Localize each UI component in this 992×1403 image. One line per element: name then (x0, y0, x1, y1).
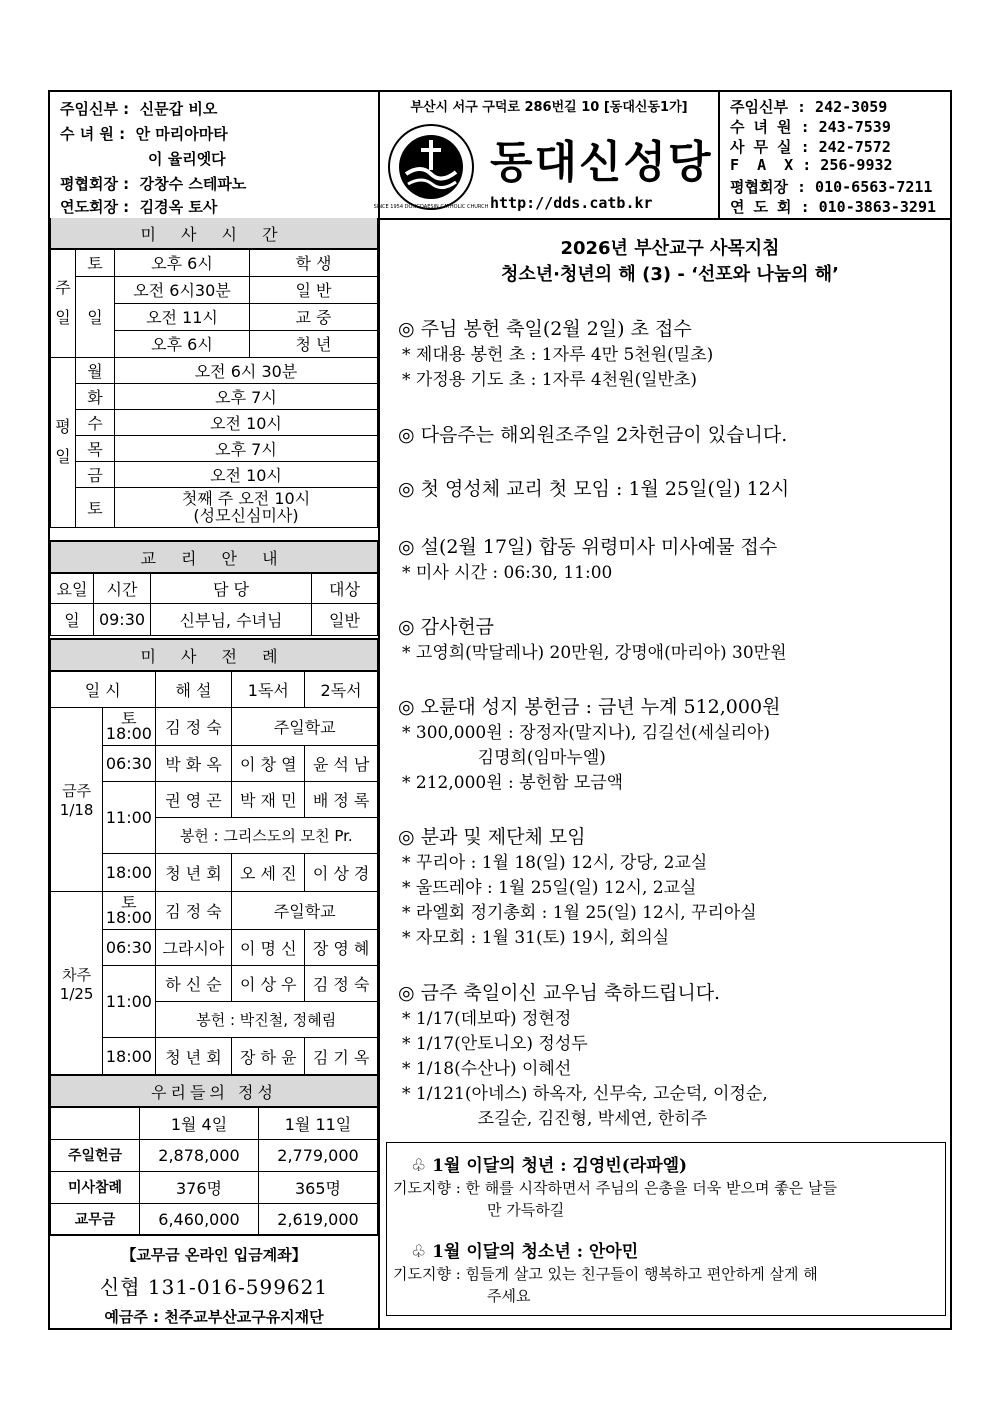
offering-date: 1월 4일 (140, 1107, 259, 1139)
parish-address: 부산시 서구 구덕로 286번길 10 [동대신동1가] (410, 100, 688, 115)
staff-list (50, 92, 380, 218)
staff-name: 이 율리엣다 (148, 150, 226, 168)
notice-sub-item: * 제대용 봉헌 초 : 1자루 4만 5천원(밀초) (402, 345, 714, 365)
account-box (50, 1234, 378, 1330)
mass-time: 오후 6시 (115, 249, 250, 276)
teen-title: ♧ 1월 이달의 청소년 : 안아민 (411, 1242, 639, 1262)
account-title: 【교무금 온라인 입금계좌】 (121, 1246, 307, 1264)
mass-time: 오후 7시 (115, 383, 378, 409)
mass-target: 교 중 (250, 303, 378, 330)
contact-list (720, 92, 950, 218)
liturgy-cell: 윤 석 남 (305, 745, 378, 781)
liturgy-table (50, 638, 378, 1076)
mass-time: 오전 11시 (115, 303, 250, 330)
contact-item: 사 무 실 : 242-7572 (730, 138, 891, 156)
account-holder: 예금주 : 천주교부산교구유지재단 (104, 1308, 324, 1326)
staff-role: 주임신부 : (60, 100, 130, 118)
notice-item: ◎ 분과 및 제단체 모임 (398, 826, 586, 848)
staff-name: 김경옥 토사 (139, 198, 218, 216)
mass-target: 일 반 (250, 276, 378, 303)
notice-sub-item: * 300,000원 : 장정자(말지나), 김길선(세실리아) (402, 723, 770, 743)
liturgy-time: 06:30 (103, 929, 155, 965)
mass-time: 오전 6시 30분 (115, 357, 378, 383)
notice-item: ◎ 감사헌금 (398, 616, 495, 638)
col-header: 2독서 (305, 671, 378, 707)
header (50, 92, 950, 220)
parish-title-block (373, 92, 720, 218)
notice-item: ◎ 다음주는 해외원조주일 2차헌금이 있습니다. (398, 424, 788, 446)
teen-text-2: 주세요 (487, 1287, 531, 1305)
youth-title: ♧ 1월 이달의 청년 : 김영빈(라파엘) (411, 1156, 688, 1176)
liturgy-cell: 김 정 숙 (155, 891, 232, 929)
staff-role: 평협회장 : (60, 175, 130, 193)
right-column (380, 218, 950, 1328)
notice-sub-item: * 울뜨레야 : 1월 25일(일) 12시, 2교실 (402, 878, 697, 898)
mass-time: 오후 6시 (115, 330, 250, 357)
mass-day: 금 (76, 461, 115, 487)
liturgy-cell: 하 신 순 (155, 965, 232, 1001)
notice-sub-item: * 1/121(아네스) 하옥자, 신무숙, 고순덕, 이정순, (402, 1084, 768, 1104)
liturgy-cell: 청 년 회 (155, 853, 232, 891)
contact-item: 연 도 회 : 010-3863-3291 (730, 198, 937, 216)
liturgy-cell: 그라시아 (155, 929, 232, 965)
catechism-title: 교 리 안 내 (51, 541, 378, 573)
notice-title-1: 2026년 부산교구 사목지침 (560, 238, 780, 259)
notice-sub-item: * 꾸리아 : 1월 18(일) 12시, 강당, 2교실 (402, 853, 708, 873)
liturgy-cell: 권 영 곤 (155, 781, 232, 817)
notice-item: ◎ 금주 축일이신 교우님 축하드립니다. (398, 982, 721, 1004)
mass-day: 목 (76, 435, 115, 461)
liturgy-cell: 박 화 옥 (155, 745, 232, 781)
catechism-cell: 09:30 (94, 603, 151, 635)
catechism-cell: 신부님, 수녀님 (151, 603, 312, 635)
mass-target: 청 년 (250, 330, 378, 357)
notice-title-2: 청소년·청년의 해 (3) - ‘선포와 나눔의 해’ (501, 264, 839, 285)
weekday-label: 평 일 (51, 357, 76, 527)
account-number: 신협 131-016-599621 (99, 1275, 329, 1299)
mass-times-title: 미 사 시 간 (51, 218, 378, 249)
sunday-label: 주 일 (51, 249, 76, 357)
offertory-cell: 봉헌 : 박진철, 정혜림 (155, 1001, 377, 1037)
col-header: 담 당 (151, 573, 312, 603)
liturgy-time: 11:00 (103, 781, 155, 853)
mass-time: 오전 10시 (115, 409, 378, 435)
liturgy-cell: 김 정 숙 (155, 707, 232, 745)
week-label: 차주 1/25 (51, 891, 103, 1075)
mass-target: 학 생 (250, 249, 378, 276)
mass-day: 토 (76, 249, 115, 276)
offering-value: 2,779,000 (259, 1139, 378, 1171)
liturgy-time: 토 18:00 (103, 707, 155, 745)
liturgy-title: 미 사 전 례 (51, 639, 378, 671)
offering-value: 6,460,000 (140, 1203, 259, 1235)
catechism-table (50, 540, 378, 636)
mass-day: 일 (76, 276, 115, 357)
col-header: 시간 (94, 573, 151, 603)
mass-day: 화 (76, 383, 115, 409)
notice-sub-item: * 라엘회 정기총회 : 1월 25(일) 12시, 꾸리아실 (402, 903, 757, 923)
left-column (50, 218, 380, 1328)
contact-item: 주임신부 : 242-3059 (730, 98, 888, 116)
notice-sub-item: * 가정용 기도 초 : 1자루 4천원(일반초) (402, 370, 698, 390)
liturgy-cell: 박 재 민 (232, 781, 305, 817)
notice-item: ◎ 설(2월 17일) 합동 위령미사 미사예물 접수 (398, 536, 778, 558)
notice-item: ◎ 첫 영성체 교리 첫 모임 : 1월 25일(일) 12시 (398, 478, 790, 500)
staff-name: 신문갑 비오 (139, 100, 218, 118)
liturgy-cell: 오 세 진 (232, 853, 305, 891)
parish-url[interactable]: http://dds.catb.kr (490, 194, 653, 212)
offering-label: 교무금 (51, 1203, 140, 1235)
mass-day: 월 (76, 357, 115, 383)
liturgy-cell: 배 정 록 (305, 781, 378, 817)
offering-date: 1월 11일 (259, 1107, 378, 1139)
liturgy-cell: 주일학교 (232, 891, 378, 929)
offering-table (50, 1074, 378, 1236)
notice-sub-item: * 212,000원 : 봉헌함 모금액 (402, 773, 624, 793)
mass-day: 토 (76, 487, 115, 527)
offering-value: 2,619,000 (259, 1203, 378, 1235)
notice-sub-item: * 고영희(막달레나) 20만원, 강명애(마리아) 30만원 (402, 643, 787, 663)
mass-day: 수 (76, 409, 115, 435)
liturgy-cell: 이 상 경 (305, 853, 378, 891)
notice-item: ◎ 오륜대 성지 봉헌금 : 금년 누계 512,000원 (398, 696, 781, 718)
col-header: 대상 (312, 573, 378, 603)
offering-label: 주일헌금 (51, 1139, 140, 1171)
offertory-cell: 봉헌 : 그리스도의 모친 Pr. (155, 817, 377, 853)
offering-label: 미사참례 (51, 1171, 140, 1203)
col-header: 해 설 (155, 671, 232, 707)
youth-text: 기도지향 : 한 해를 시작하면서 주님의 은총을 더욱 받으며 좋은 날들 (393, 1179, 837, 1197)
liturgy-time: 18:00 (103, 1037, 155, 1075)
liturgy-cell: 주일학교 (232, 707, 378, 745)
offering-value: 2,878,000 (140, 1139, 259, 1171)
staff-name: 강창수 스테파노 (139, 175, 247, 193)
parish-logo-icon (373, 122, 489, 212)
staff-role: 수 녀 원 : (60, 125, 126, 143)
notice-sub-item: * 자모회 : 1월 31(토) 19시, 회의실 (402, 928, 670, 948)
notice-sub-item: * 1/18(수산나) 이혜선 (402, 1059, 572, 1079)
bulletin-frame (48, 90, 952, 1330)
offering-value: 365명 (259, 1171, 378, 1203)
liturgy-cell: 장 하 윤 (232, 1037, 305, 1075)
mass-times-table (50, 218, 378, 528)
col-header: 1독서 (232, 671, 305, 707)
offering-value: 376명 (140, 1171, 259, 1203)
notice-sub-item: 조길순, 김진형, 박세연, 한히주 (402, 1109, 708, 1129)
contact-item: 수 녀 원 : 243-7539 (730, 118, 891, 136)
notice-sub-item: 김명희(임마누엘) (402, 748, 606, 768)
liturgy-time: 18:00 (103, 853, 155, 891)
contact-item: F A X : 256-9932 (730, 156, 893, 174)
liturgy-cell: 김 정 숙 (305, 965, 378, 1001)
teen-text: 기도지향 : 힘들게 살고 있는 친구들이 행복하고 편안하게 살게 해 (393, 1265, 818, 1283)
week-label: 금주 1/18 (51, 707, 103, 891)
staff-role: 연도회장 : (60, 198, 130, 216)
liturgy-cell: 이 창 열 (232, 745, 305, 781)
mass-time: 첫째 주 오전 10시 (성모신심미사) (115, 487, 378, 527)
contact-item: 평협회장 : 010-6563-7211 (730, 178, 933, 196)
notice-item: ◎ 주님 봉헌 축일(2월 2일) 초 접수 (398, 318, 692, 340)
liturgy-cell: 청 년 회 (155, 1037, 232, 1075)
liturgy-cell: 이 상 우 (232, 965, 305, 1001)
mass-time: 오전 10시 (115, 461, 378, 487)
mass-time: 오후 7시 (115, 435, 378, 461)
liturgy-cell: 장 영 혜 (305, 929, 378, 965)
catechism-cell: 일반 (312, 603, 378, 635)
notice-sub-item: * 1/17(데보따) 정현정 (402, 1009, 572, 1029)
catechism-cell: 일 (51, 603, 94, 635)
notice-sub-item: * 미사 시간 : 06:30, 11:00 (402, 563, 613, 583)
liturgy-time: 06:30 (103, 745, 155, 781)
parish-name: 동대신성당 (490, 137, 713, 188)
liturgy-time: 11:00 (103, 965, 155, 1037)
liturgy-cell: 이 명 신 (232, 929, 305, 965)
col-header: 요일 (51, 573, 94, 603)
notice-sub-item: * 1/17(안토니오) 정성두 (402, 1034, 588, 1054)
liturgy-time: 토 18:00 (103, 891, 155, 929)
col-header: 일 시 (51, 671, 156, 707)
logo-text: SINCE 1954 DONGDAESIN CATHOLIC CHURCH (373, 204, 489, 210)
youth-text-2: 만 가득하길 (487, 1201, 565, 1219)
prayer-box (386, 1142, 946, 1316)
staff-name: 안 마리아마타 (135, 125, 228, 143)
mass-time: 오전 6시30분 (115, 276, 250, 303)
offering-title: 우리들의 정성 (51, 1075, 378, 1107)
liturgy-cell: 김 기 옥 (305, 1037, 378, 1075)
